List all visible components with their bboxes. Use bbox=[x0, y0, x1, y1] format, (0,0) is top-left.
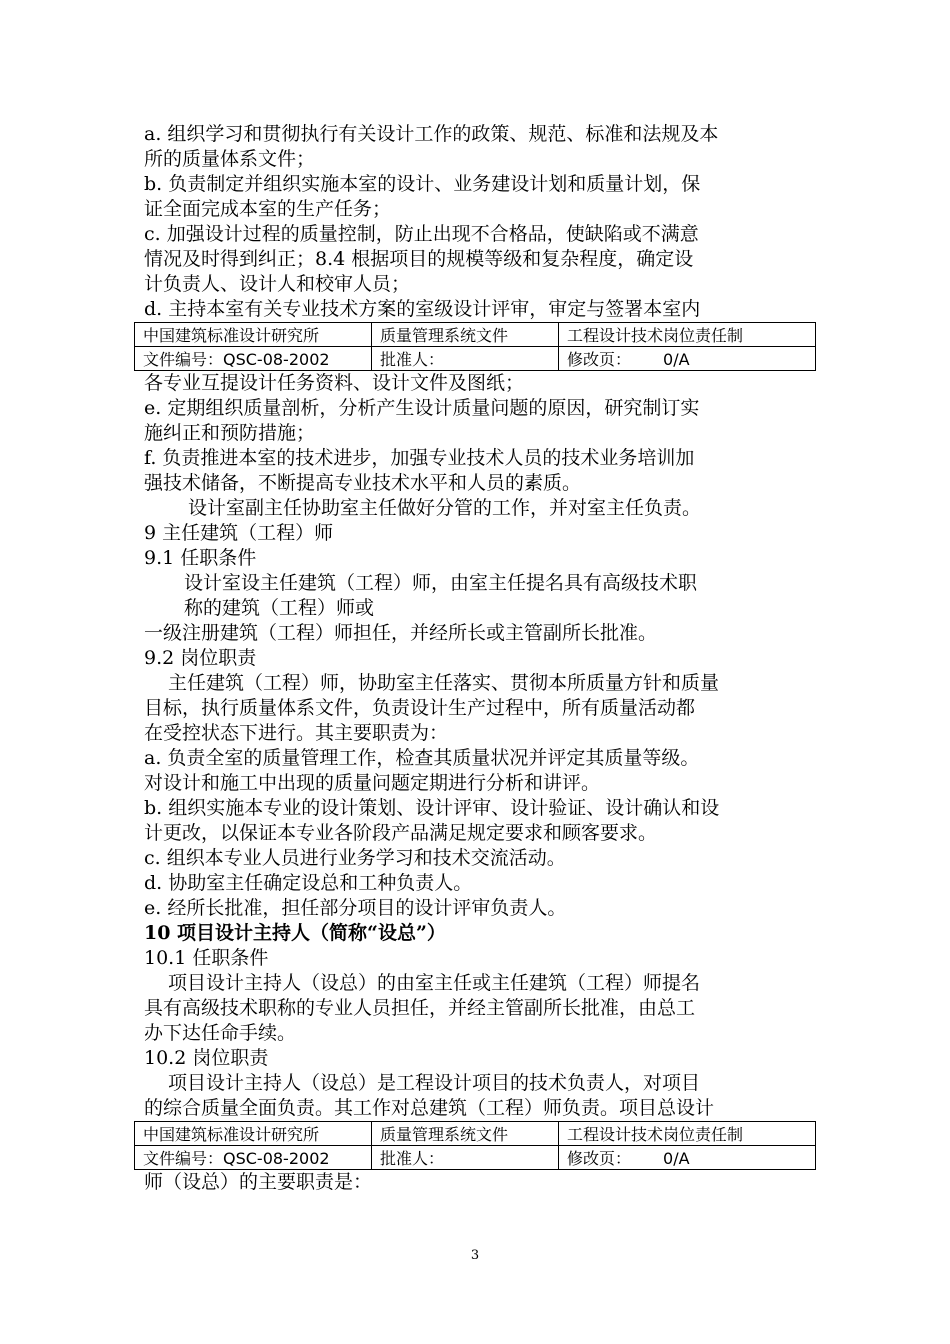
page-number: 3 bbox=[470, 1248, 480, 1263]
revision-label: 修改页： bbox=[567, 1149, 632, 1168]
header-doc-type: 质量管理系统文件 bbox=[372, 323, 559, 347]
text-line: 计更改，以保证本专业各阶段产品满足规定要求和顾客要求。 bbox=[144, 822, 658, 844]
text-line: 对设计和施工中出现的质量问题定期进行分析和讲评。 bbox=[144, 772, 601, 794]
text-line: a. 负责全室的质量管理工作，检查其质量状况并评定其质量等级。 bbox=[144, 747, 700, 769]
header-file-no: 文件编号：QSC-08-2002 bbox=[135, 347, 372, 371]
header-doc-title: 工程设计技术岗位责任制 bbox=[559, 323, 816, 347]
text-line: 计负责人、设计人和校审人员； bbox=[144, 273, 411, 295]
header-org: 中国建筑标准设计研究所 bbox=[135, 323, 372, 347]
section-9-title: 9 主任建筑（工程）师 bbox=[144, 522, 334, 544]
text-line: 证全面完成本室的生产任务； bbox=[144, 198, 392, 220]
text-line: 称的建筑（工程）师或 bbox=[184, 597, 375, 619]
header-approver: 批准人： bbox=[372, 1146, 559, 1170]
section-10-1-title: 10.1 任职条件 bbox=[144, 947, 269, 969]
text-line: 所的质量体系文件； bbox=[144, 148, 316, 170]
text-line: 施纠正和预防措施； bbox=[144, 422, 316, 444]
revision-value: 0/A bbox=[663, 1149, 690, 1168]
text-line: 目标，执行质量体系文件，负责设计生产过程中，所有质量活动都 bbox=[144, 697, 696, 719]
text-line: c. 组织本专业人员进行业务学习和技术交流活动。 bbox=[144, 847, 566, 869]
header-table bbox=[134, 1121, 816, 1170]
text-line: c. 加强设计过程的质量控制，防止出现不合格品，使缺陷或不满意 bbox=[144, 223, 699, 245]
text-line: 主任建筑（工程）师，协助室主任落实、贯彻本所质量方针和质量 bbox=[168, 672, 720, 694]
text-line: a. 组织学习和贯彻执行有关设计工作的政策、规范、标准和法规及本 bbox=[144, 123, 719, 145]
text-line: 强技术储备，不断提高专业技术水平和人员的素质。 bbox=[144, 472, 582, 494]
revision-value: 0/A bbox=[663, 350, 690, 369]
text-line: 各专业互提设计任务资料、设计文件及图纸； bbox=[144, 372, 525, 394]
header-approver: 批准人： bbox=[372, 347, 559, 371]
header-file-no: 文件编号：QSC-08-2002 bbox=[135, 1146, 372, 1170]
header-revision bbox=[559, 1146, 816, 1170]
text-line: e. 经所长批准，担任部分项目的设计评审负责人。 bbox=[144, 897, 567, 919]
text-line: 项目设计主持人（设总）的由室主任或主任建筑（工程）师提名 bbox=[168, 972, 701, 994]
text-line: f. 负责推进本室的技术进步，加强专业技术人员的技术业务培训加 bbox=[144, 447, 695, 469]
document-page bbox=[144, 122, 808, 1195]
header-revision bbox=[559, 347, 816, 371]
section-10-2-title: 10.2 岗位职责 bbox=[144, 1047, 269, 1069]
text-line: b. 负责制定并组织实施本室的设计、业务建设计划和质量计划，保 bbox=[144, 173, 701, 195]
text-line: 项目设计主持人（设总）是工程设计项目的技术负责人，对项目 bbox=[168, 1072, 701, 1094]
header-table bbox=[134, 322, 816, 371]
text-line: 具有高级技术职称的专业人员担任，并经主管副所长批准，由总工 bbox=[144, 997, 696, 1019]
header-org: 中国建筑标准设计研究所 bbox=[135, 1122, 372, 1146]
header-doc-title: 工程设计技术岗位责任制 bbox=[559, 1122, 816, 1146]
text-line: 师（设总）的主要职责是： bbox=[144, 1171, 373, 1193]
text-line: d. 主持本室有关专业技术方案的室级设计评审，审定与签署本室内 bbox=[144, 298, 701, 320]
text-line: 的综合质量全面负责。其工作对总建筑（工程）师负责。项目总设计 bbox=[144, 1097, 715, 1119]
revision-label: 修改页： bbox=[567, 350, 632, 369]
text-line: 在受控状态下进行。其主要职责为： bbox=[144, 722, 449, 744]
text-line: 一级注册建筑（工程）师担任，并经所长或主管副所长批准。 bbox=[144, 622, 658, 644]
section-9-1-title: 9.1 任职条件 bbox=[144, 547, 257, 569]
text-line: 情况及时得到纠正；8.4 根据项目的规模等级和复杂程度，确定设 bbox=[144, 248, 694, 270]
text-line: b. 组织实施本专业的设计策划、设计评审、设计验证、设计确认和设 bbox=[144, 797, 720, 819]
section-10-title: 10 项目设计主持人（简称“设总”） bbox=[144, 922, 446, 944]
header-doc-type: 质量管理系统文件 bbox=[372, 1122, 559, 1146]
text-line: d. 协助室主任确定设总和工种负责人。 bbox=[144, 872, 473, 894]
text-line: 办下达任命手续。 bbox=[144, 1022, 297, 1044]
text-line: 设计室副主任协助室主任做好分管的工作，并对室主任负责。 bbox=[188, 497, 702, 519]
text-line: 设计室设主任建筑（工程）师，由室主任提名具有高级技术职 bbox=[184, 572, 698, 594]
text-line: e. 定期组织质量剖析，分析产生设计质量问题的原因，研究制订实 bbox=[144, 397, 700, 419]
section-9-2-title: 9.2 岗位职责 bbox=[144, 647, 257, 669]
